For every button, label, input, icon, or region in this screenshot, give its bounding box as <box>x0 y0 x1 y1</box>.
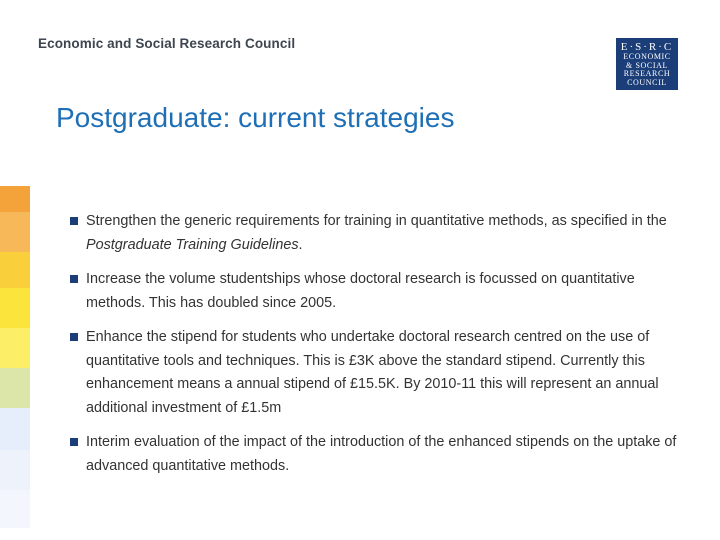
stripe-block <box>0 328 30 368</box>
logo-line-2: & SOCIAL <box>626 60 668 70</box>
bullet-text: Interim evaluation of the impact of the introduction of the enhanced stipends on the uptake of advanced quantitative methods. <box>86 434 677 474</box>
bullet-item <box>70 268 690 315</box>
esrc-logo <box>616 38 678 90</box>
bullet-marker-icon <box>70 275 78 283</box>
logo-line-4: COUNCIL <box>627 77 667 87</box>
bullet-text: Strengthen the generic requirements for training in quantitative methods, as specified in the <box>86 213 667 229</box>
bullet-marker-icon <box>70 333 78 341</box>
bullet-text: Enhance the stipend for students who undertake doctoral research centred on the use of quantitative tools and techniques. This is £3K above the standard stipend. Currently this enhancement means a annual stipend of £15.5K. By 2010-11 this will represent an annual additional investment of £1.5m <box>86 329 659 416</box>
stripe-block <box>0 288 30 328</box>
logo-line-1: ECONOMIC <box>623 52 671 61</box>
bullet-text-end: . <box>298 236 303 253</box>
stripe-block <box>0 450 30 490</box>
bullet-item <box>70 431 690 478</box>
stripe-block <box>0 368 30 408</box>
logo-line-3: RESEARCH <box>623 69 671 79</box>
bullet-text: Increase the volume studentships whose doctoral research is focussed on quantitative methods. This has doubled since 2005. <box>86 271 635 311</box>
logo-initials: E·S·R·C <box>620 41 674 53</box>
bullet-marker-icon <box>70 438 78 446</box>
stripe-block <box>0 252 30 288</box>
stripe-block <box>0 212 30 252</box>
bullet-list <box>70 210 690 489</box>
bullet-marker-icon <box>70 217 78 225</box>
bullet-item <box>70 210 690 257</box>
slide-title: Postgraduate: current strategies <box>56 102 455 133</box>
stripe-block <box>0 186 30 212</box>
stripe-block <box>0 490 30 528</box>
color-stripes <box>0 186 30 528</box>
org-name: Economic and Social Research Council <box>38 36 296 51</box>
bullet-item <box>70 326 690 420</box>
bullet-emphasis: Postgraduate Training Guidelines <box>86 236 299 253</box>
stripe-block <box>0 408 30 450</box>
